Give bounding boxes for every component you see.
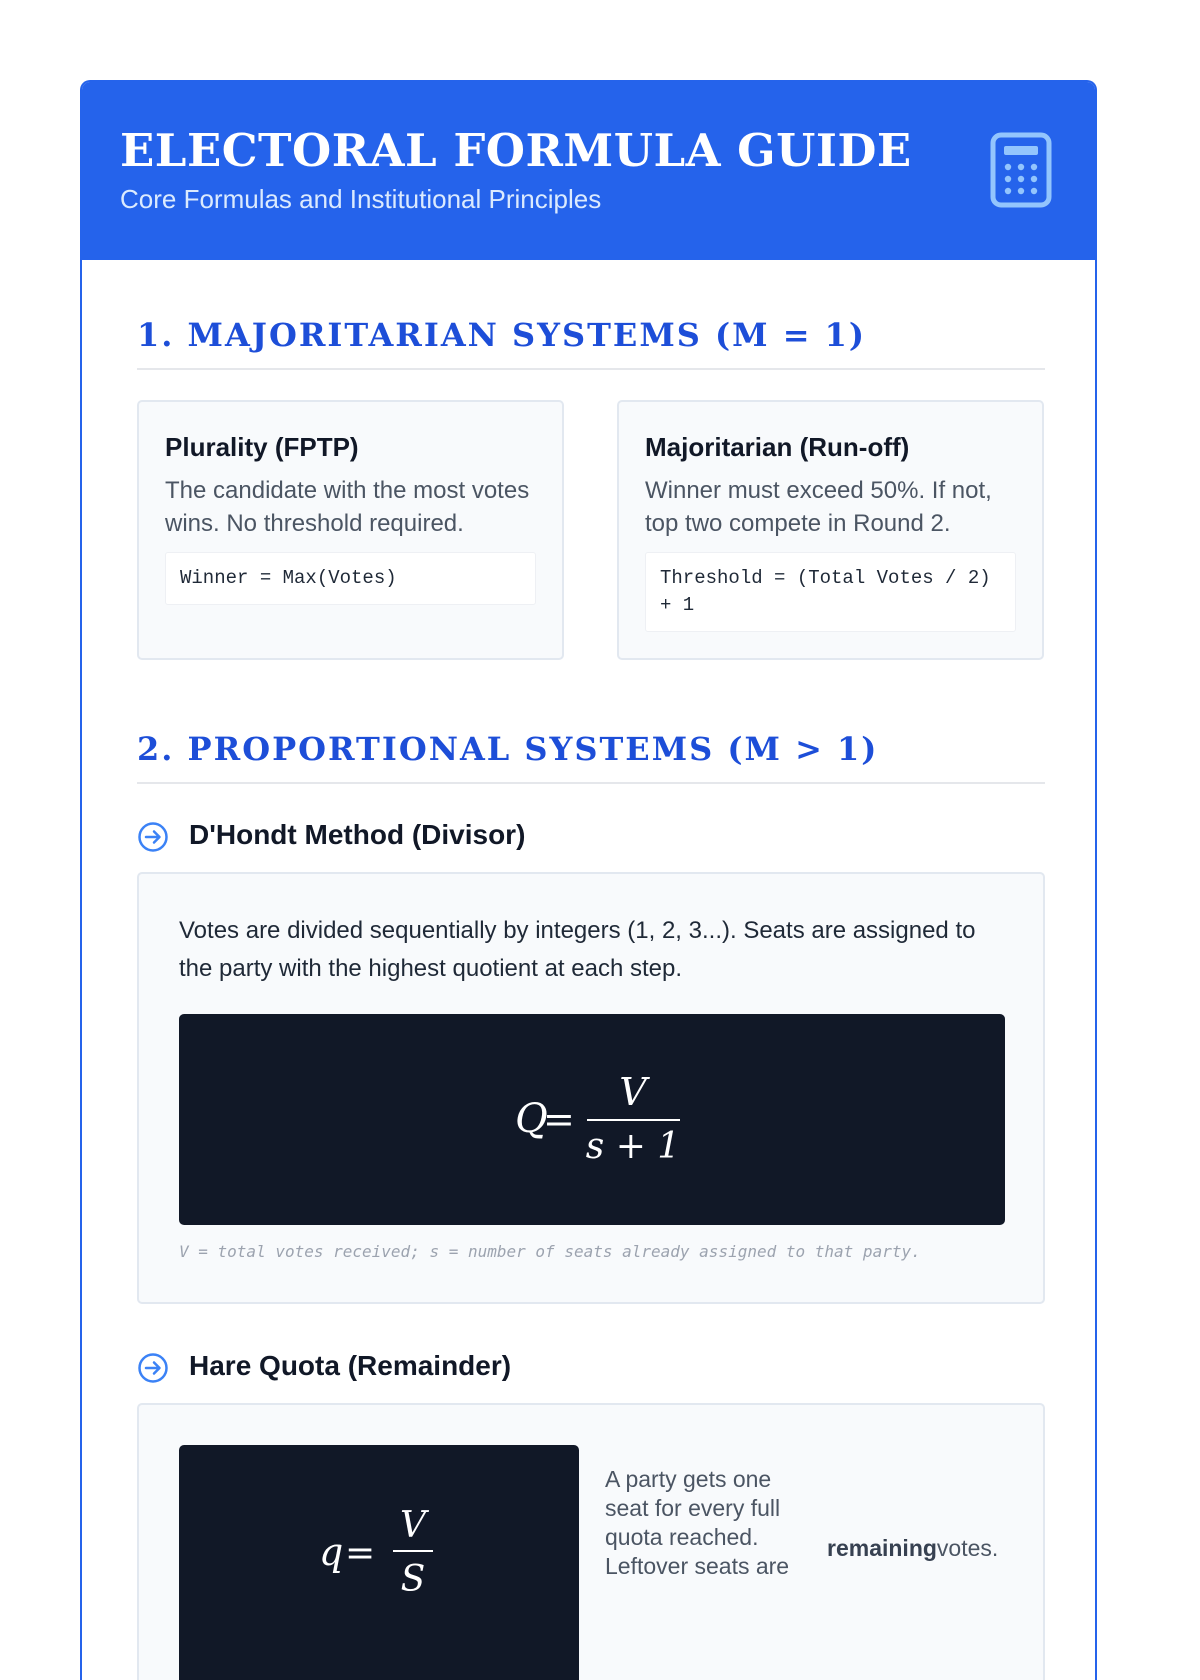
- formula-panel: [179, 1014, 1005, 1225]
- formula-lhs: Q: [515, 1096, 548, 1142]
- hare-heading: [137, 1350, 1037, 1386]
- formula-lhs: q: [319, 1530, 344, 1574]
- equals-sign: =: [543, 1097, 575, 1141]
- section-heading-majoritarian: 1. MAJORITARIAN SYSTEMS (M = 1): [137, 316, 1045, 370]
- arrow-right-circle-icon: [137, 1352, 169, 1384]
- remaining-rest: votes.: [936, 1535, 999, 1561]
- method-description: Votes are divided sequentially by integers (1, 2, 3...). Seats are assigned to the party with the highest quotient at each step.: [179, 917, 976, 982]
- guide-card: [80, 80, 1097, 1680]
- dhondt-heading: [137, 819, 1037, 855]
- equals-sign: =: [345, 1533, 376, 1574]
- card-title: Majoritarian (Run-off): [645, 432, 910, 462]
- formula-note: V = total votes received; s = number of seats already assigned to that party.: [179, 1242, 921, 1261]
- hare-formula: [179, 1445, 579, 1680]
- dhondt-formula: [179, 1014, 1005, 1225]
- page-title: ELECTORAL FORMULA GUIDE: [120, 124, 912, 177]
- card-description: The candidate with the most votes wins. No threshold required.: [165, 477, 530, 537]
- calculator-icon: [990, 132, 1052, 208]
- remaining-votes-text: [827, 1535, 998, 1562]
- method-description: A party gets one seat for every full quota reached. Leftover seats are: [605, 1466, 790, 1579]
- code-snippet: Threshold = (Total Votes / 2) + 1: [645, 552, 1016, 632]
- page: [80, 80, 1200, 1640]
- remaining-bold: remaining: [827, 1535, 937, 1561]
- card-title: Plurality (FPTP): [165, 432, 359, 462]
- method-title: D'Hondt Method (Divisor): [189, 819, 526, 850]
- page-subtitle: Core Formulas and Institutional Principles: [120, 184, 602, 214]
- formula-numerator: V: [619, 1070, 647, 1114]
- arrow-right-circle-icon: [137, 821, 169, 853]
- plurality-card: [137, 400, 564, 660]
- section-heading-proportional: 2. PROPORTIONAL SYSTEMS (M > 1): [137, 730, 1045, 784]
- header: [82, 82, 1097, 260]
- card-description: Winner must exceed 50%. If not, top two compete in Round 2.: [645, 477, 992, 537]
- method-title: Hare Quota (Remainder): [189, 1350, 512, 1381]
- code-snippet: Winner = Max(Votes): [165, 552, 536, 605]
- runoff-card: [617, 400, 1044, 660]
- formula-denominator: s + 1: [585, 1126, 681, 1167]
- hare-box: [137, 1403, 1045, 1680]
- formula-numerator: V: [400, 1505, 426, 1546]
- formula-panel: [179, 1445, 579, 1680]
- dhondt-box: [137, 872, 1045, 1304]
- formula-denominator: S: [400, 1559, 426, 1600]
